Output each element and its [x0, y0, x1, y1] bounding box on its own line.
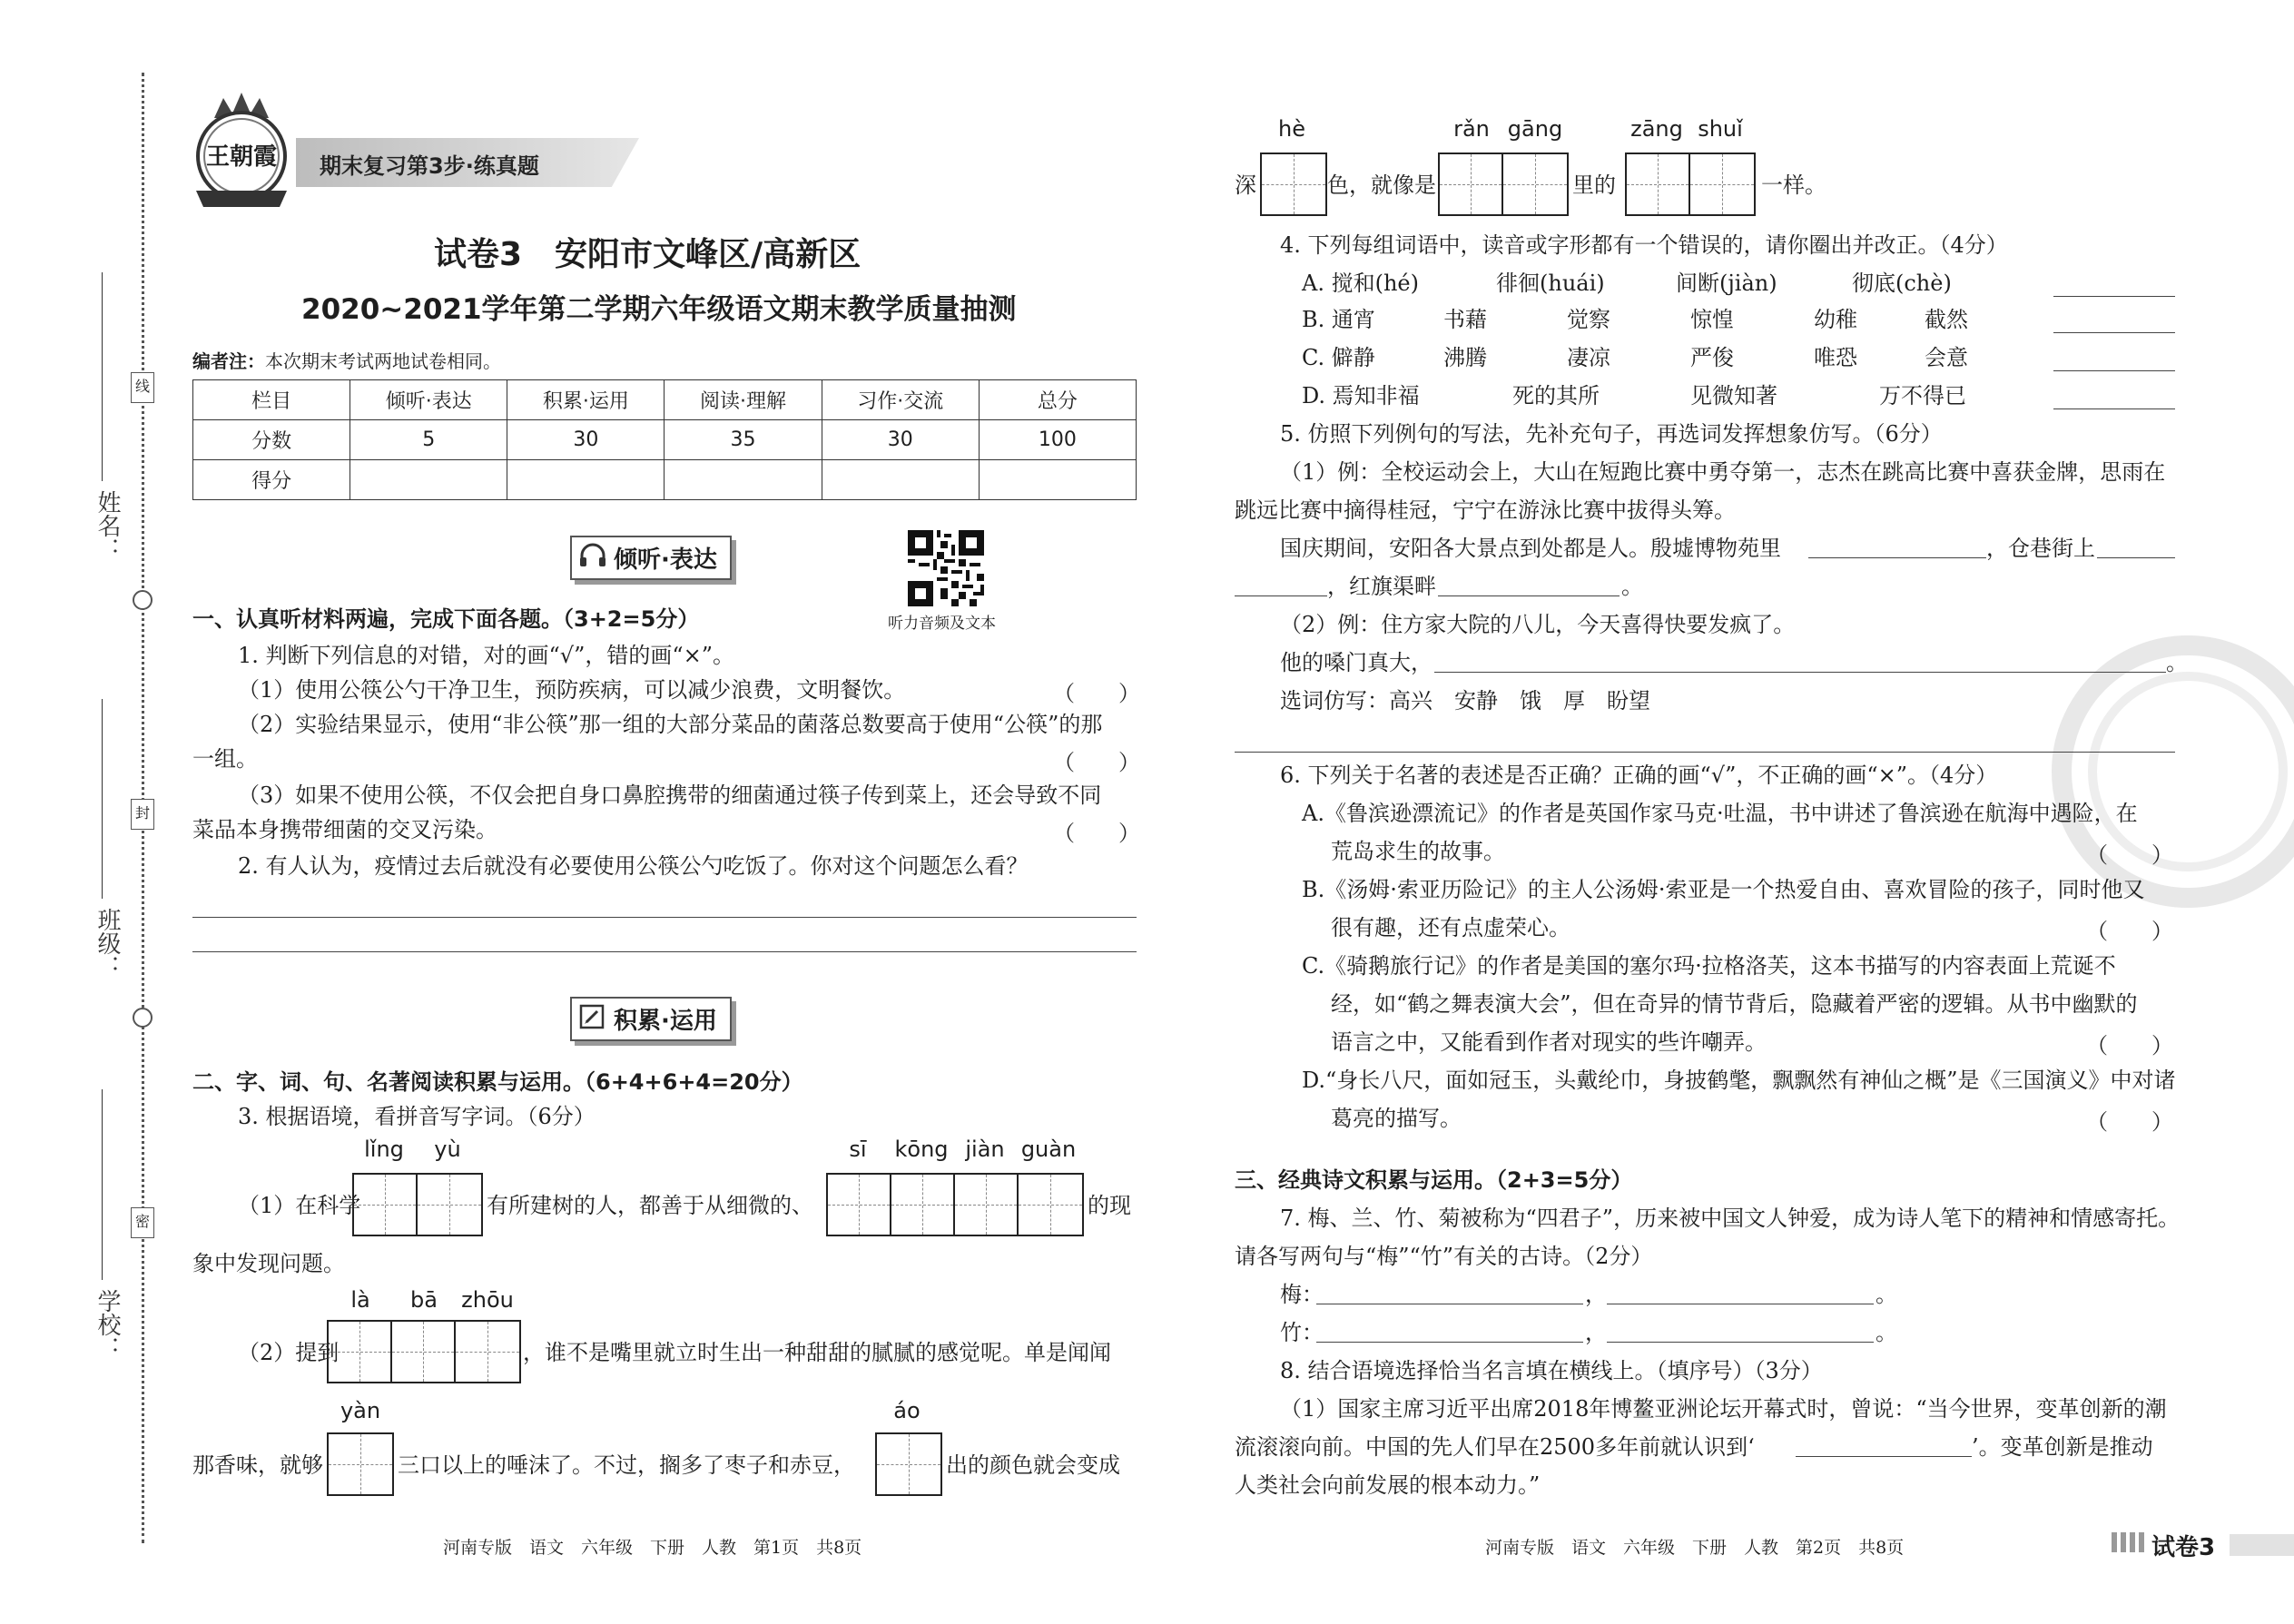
- table-cell: 5: [350, 420, 507, 460]
- section-heading-accumulate: [570, 997, 732, 1041]
- pinyin: gāng: [1507, 116, 1563, 142]
- answer-line[interactable]: [1316, 1342, 1583, 1343]
- q4-b-3: 觉察: [1567, 307, 1610, 332]
- q5-2-example: （2）例：住方家大院的八儿，今天喜得快要发疯了。: [1280, 612, 1796, 637]
- q5-1-text-d: 。: [1621, 574, 1643, 599]
- table-cell: 倾听·表达: [350, 380, 507, 420]
- answer-line[interactable]: [1235, 752, 2175, 753]
- section-heading-label: 积累·运用: [614, 1008, 717, 1035]
- answer-line[interactable]: [192, 951, 1137, 952]
- pinyin: áo: [893, 1398, 921, 1423]
- cut-mark-2: 封: [131, 799, 154, 830]
- q1-item-1: （1）使用公筷公勺干净卫生，预防疾病，可以减少浪费，文明餐饮。: [238, 677, 906, 703]
- q1-item-3: （3）如果不使用公筷，不仅会把自身口鼻腔携带的细菌通过筷子传到菜上，还会导致不同: [238, 782, 1102, 808]
- q8-1-text-b: 流滚滚向前。中国的先人们早在2500多年前就认识到‘: [1235, 1434, 1755, 1460]
- footer-right: 河南专版 语文 六年级 下册 人教 第2页 共8页: [1485, 1538, 1905, 1558]
- q6-b-cont: 很有趣，还有点虚荣心。: [1331, 915, 1570, 940]
- score-input[interactable]: [979, 460, 1136, 500]
- section-3-title: 三、经典诗文积累与运用。（2+3=5分）: [1235, 1167, 1633, 1193]
- school-label: 学校：: [94, 1289, 121, 1360]
- table-cell: 100: [979, 420, 1136, 460]
- qr-code-icon: [908, 530, 984, 606]
- q5-1-text-b: ，仓巷街上: [1986, 536, 2095, 561]
- q4-d-2: 死的其所: [1512, 383, 1600, 408]
- pinyin: yù: [434, 1137, 461, 1162]
- pinyin-answer-box[interactable]: [826, 1173, 1084, 1236]
- table-cell: 分数: [193, 420, 350, 460]
- q4-d-1: D. 焉知非福: [1302, 383, 1420, 408]
- q1-item-3-cont: 菜品本身携带细菌的交叉污染。: [192, 817, 497, 842]
- answer-line[interactable]: [1796, 1456, 1972, 1457]
- q6-prompt: 6. 下列关于名著的表述是否正确？正确的画“√”，不正确的画“×”。（4分）: [1280, 763, 1998, 788]
- class-label: 班级：: [94, 908, 121, 979]
- answer-line[interactable]: [1607, 1342, 1874, 1343]
- score-table-row: [193, 420, 1137, 460]
- headphones-icon: [579, 543, 606, 568]
- q4-b-1: B. 通宵: [1302, 307, 1375, 332]
- q3-1-text-c: 的现: [1088, 1193, 1131, 1218]
- editor-note-label: 编者注：: [192, 350, 265, 372]
- pinyin: jiàn: [965, 1137, 1005, 1162]
- exam-subtitle: 2020~2021学年第二学期六年级语文期末教学质量抽测: [301, 293, 1017, 326]
- score-input[interactable]: [665, 460, 822, 500]
- q2-prompt: 2. 有人认为，疫情过去后就没有必要使用公筷公勺吃饭了。你对这个问题怎么看？: [238, 853, 1029, 879]
- answer-paren[interactable]: （ ）: [1053, 750, 1140, 775]
- q7-mei-label: 梅：: [1280, 1282, 1324, 1307]
- q8-prompt: 8. 结合语境选择恰当名言填在横线上。（填序号）（3分）: [1280, 1358, 1823, 1383]
- pinyin-answer-box[interactable]: [1625, 153, 1756, 216]
- answer-line[interactable]: [1235, 595, 1327, 596]
- q6-d-cont: 葛亮的描写。: [1331, 1106, 1462, 1131]
- q3-2-cont-d: 一样。: [1761, 172, 1826, 198]
- binding-hole-2: [133, 1008, 153, 1028]
- q4-c-1: C. 僻静: [1302, 345, 1375, 370]
- q3-prompt: 3. 根据语境，看拼音写字词。（6分）: [238, 1104, 596, 1129]
- pinyin: là: [350, 1287, 370, 1313]
- comma: ，: [1585, 1282, 1607, 1307]
- q4-c-4: 严俊: [1690, 345, 1734, 370]
- logo: [178, 91, 305, 218]
- q3-2-cont-a: 深: [1235, 172, 1256, 198]
- answer-paren[interactable]: （ ）: [2086, 1109, 2173, 1135]
- q8-1-text-c: ’。变革创新是推动: [1972, 1434, 2153, 1460]
- q4-c-3: 凄凉: [1567, 345, 1610, 370]
- editor-note: [192, 347, 501, 373]
- answer-line[interactable]: [2053, 370, 2175, 371]
- step-badge-text: 期末复习第3步·练真题: [320, 153, 539, 179]
- answer-paren[interactable]: （ ）: [2086, 1033, 2173, 1058]
- q6-c-cont-1: 经，如“鹤之舞表演大会”，但在奇异的情节背后，隐藏着严密的逻辑。从书中幽默的: [1331, 991, 2138, 1017]
- table-cell: 30: [507, 420, 665, 460]
- q4-prompt: 4. 下列每组词语中，读音或字形都有一个错误的，请你圈出并改正。（4分）: [1280, 232, 2008, 258]
- pinyin: guàn: [1020, 1137, 1077, 1162]
- table-cell: 积累·运用: [507, 380, 665, 420]
- answer-line[interactable]: [192, 917, 1137, 918]
- q3-2-cont-c: 里的: [1572, 172, 1616, 198]
- q6-c: C.《骑鹅旅行记》的作者是美国的塞尔玛·拉格洛芙，这本书描写的内容表面上荒诞不: [1302, 953, 2116, 979]
- q5-1-text-c: ，红旗渠畔: [1327, 574, 1436, 599]
- q4-a-3: 间断(jiàn): [1676, 271, 1777, 296]
- q7-prompt: 7. 梅、兰、竹、菊被称为“四君子”，历来被中国文人钟爱，成为诗人笔下的精神和情感寄托。: [1280, 1206, 2181, 1231]
- score-input[interactable]: [350, 460, 507, 500]
- pinyin-answer-box[interactable]: [1438, 153, 1569, 216]
- q5-prompt: 5. 仿照下列例句的写法，先补充句子，再选词发挥想象仿写。（6分）: [1280, 421, 1943, 447]
- name-label: 姓名：: [94, 490, 121, 561]
- school-field[interactable]: [102, 1089, 103, 1280]
- pen-icon: [579, 1004, 605, 1029]
- answer-paren[interactable]: （ ）: [2086, 842, 2173, 868]
- binding-hole-1: [133, 590, 153, 610]
- answer-line[interactable]: [1808, 557, 1986, 558]
- q3-2-text-e: 出的颜色就会变成: [946, 1452, 1120, 1478]
- q6-a: A.《鲁滨逊漂流记》的作者是英国作家马克·吐温，书中讲述了鲁滨逊在航海中遇险，在: [1302, 801, 2138, 826]
- pinyin-answer-box[interactable]: [352, 1173, 483, 1236]
- answer-line[interactable]: [2097, 557, 2175, 558]
- answer-line[interactable]: [2053, 296, 2175, 297]
- class-field[interactable]: [102, 699, 103, 899]
- q5-1-example: （1）例：全校运动会上，大山在短跑比赛中勇夺第一，志杰在跳高比赛中喜获金牌，思雨在: [1280, 459, 2166, 485]
- period: 。: [1876, 1282, 1897, 1307]
- q7-zhu-label: 竹：: [1280, 1320, 1324, 1345]
- answer-line[interactable]: [1438, 595, 1620, 596]
- pinyin: sī: [849, 1137, 867, 1162]
- score-table: [192, 379, 1137, 500]
- q4-b-2: 书藉: [1443, 307, 1487, 332]
- q4-b-4: 惊惶: [1690, 307, 1734, 332]
- table-cell: 得分: [193, 460, 350, 500]
- pinyin: shuǐ: [1698, 116, 1743, 142]
- q8-1-text: （1）国家主席习近平出席2018年博鳌亚洲论坛开幕式时，曾说：“当今世界，变革创新的潮: [1280, 1396, 2167, 1422]
- table-cell: 30: [822, 420, 979, 460]
- q4-b-5: 幼稚: [1814, 307, 1857, 332]
- table-cell: 栏目: [193, 380, 350, 420]
- table-cell: 总分: [979, 380, 1136, 420]
- answer-paren[interactable]: （ ）: [1053, 821, 1140, 846]
- pinyin: hè: [1278, 116, 1305, 142]
- period: 。: [1876, 1320, 1897, 1345]
- q4-d-3: 见微知著: [1690, 383, 1777, 408]
- answer-paren[interactable]: （ ）: [1053, 681, 1140, 706]
- q3-2-cont-b: 色，就像是: [1327, 172, 1436, 198]
- q3-1-text-a: （1）在科学: [238, 1193, 361, 1218]
- editor-note-text: 本次期末考试两地试卷相同。: [265, 350, 501, 372]
- q4-c-5: 唯恐: [1814, 345, 1857, 370]
- q3-2-text-a: （2）提到: [238, 1340, 340, 1365]
- q5-2-text-end: 。: [2166, 650, 2188, 675]
- pinyin: zhōu: [461, 1287, 514, 1313]
- qr-caption: 听力音频及文本: [888, 615, 996, 633]
- name-field[interactable]: [102, 272, 103, 481]
- exam-title: 试卷3 安阳市文峰区/高新区: [434, 236, 861, 273]
- pinyin: yàn: [340, 1398, 381, 1423]
- q1-item-2: （2）实验结果显示，使用“非公筷”那一组的大部分菜品的菌落总数要高于使用“公筷”的那: [238, 712, 1103, 737]
- q4-c-2: 沸腾: [1443, 345, 1487, 370]
- score-table-header: [193, 380, 1137, 420]
- q3-1-text-d: 象中发现问题。: [192, 1251, 345, 1276]
- table-cell: 35: [665, 420, 822, 460]
- q6-b: B.《汤姆·索亚历险记》的主人公汤姆·索亚是一个热爱自由、喜欢冒险的孩子，同时他又: [1302, 877, 2145, 902]
- q4-b-6: 截然: [1925, 307, 1968, 332]
- section-2-title: 二、字、词、句、名著阅读积累与运用。（6+4+6+4=20分）: [192, 1069, 803, 1095]
- cut-mark-1: 线: [131, 372, 154, 403]
- q1-prompt: 1. 判断下列信息的对错，对的画“√”，错的画“×”。: [238, 643, 735, 668]
- section-1-title: 一、认真听材料两遍，完成下面各题。（3+2=5分）: [192, 606, 700, 632]
- q4-a-1: A. 搅和(hé): [1302, 271, 1419, 296]
- q3-2-text-c: 那香味，就够: [192, 1452, 323, 1478]
- q3-2-text-d: 三口以上的唾沫了。不过，搁多了枣子和赤豆，: [398, 1452, 855, 1478]
- answer-paren[interactable]: （ ）: [2086, 919, 2173, 944]
- section-heading-label: 倾听·表达: [614, 546, 717, 574]
- footer-left: 河南专版 语文 六年级 下册 人教 第1页 共8页: [443, 1538, 862, 1558]
- q7-prompt-cont: 请各写两句与“梅”“竹”有关的古诗。（2分）: [1235, 1244, 1653, 1269]
- pinyin-answer-box[interactable]: [1260, 153, 1327, 216]
- answer-line[interactable]: [2053, 332, 2175, 333]
- table-cell: 阅读·理解: [665, 380, 822, 420]
- score-input[interactable]: [822, 460, 979, 500]
- q5-1-example-cont: 跳远比赛中摘得桂冠，宁宁在游泳比赛中拔得头筹。: [1235, 497, 1736, 523]
- q8-1-text-d: 人类社会向前发展的根本动力。”: [1235, 1472, 1541, 1498]
- footer-tag-bar: [2230, 1534, 2294, 1556]
- cut-mark-3: 密: [131, 1207, 154, 1238]
- q1-item-2-cont: 一组。: [192, 746, 258, 772]
- q5-1-text: 国庆期间，安阳各大景点到处都是人。殷墟博物苑里: [1280, 536, 1781, 561]
- pinyin-answer-box[interactable]: [875, 1432, 942, 1496]
- q6-a-cont: 荒岛求生的故事。: [1331, 839, 1505, 864]
- pinyin-answer-box[interactable]: [327, 1432, 394, 1496]
- score-input[interactable]: [507, 460, 665, 500]
- q3-2-text-b: ，谁不是嘴里就立时生出一种甜甜的腻腻的感觉呢。单是闻闻: [523, 1340, 1111, 1365]
- pinyin-answer-box[interactable]: [327, 1320, 521, 1383]
- answer-line[interactable]: [2053, 408, 2175, 409]
- table-cell: 习作·交流: [822, 380, 979, 420]
- pinyin: rǎn: [1453, 116, 1490, 142]
- pinyin: kōng: [894, 1137, 949, 1162]
- score-table-row: [193, 460, 1137, 500]
- q6-c-cont-2: 语言之中，又能看到作者对现实的些许嘲弄。: [1331, 1029, 1767, 1055]
- q4-a-4: 彻底(chè): [1852, 271, 1952, 296]
- section-heading-listen: [570, 536, 732, 580]
- footer-decor: [2112, 1532, 2148, 1552]
- logo-text: 王朝霞: [205, 143, 277, 171]
- pinyin: lǐng: [364, 1137, 404, 1162]
- answer-line[interactable]: [1434, 672, 2166, 673]
- q5-2-words: 选词仿写：高兴 安静 饿 厚 盼望: [1280, 688, 1650, 714]
- comma: ，: [1585, 1320, 1607, 1345]
- pinyin: zāng: [1630, 116, 1683, 142]
- footer-paper-tag: 试卷3: [2151, 1534, 2216, 1561]
- pinyin: bā: [410, 1287, 438, 1313]
- q5-2-text: 他的嗓门真大，: [1280, 650, 1433, 675]
- q6-d: D.“身长八尺，面如冠玉，头戴纶巾，身披鹤氅，飘飘然有神仙之概”是《三国演义》中对诸: [1302, 1068, 2176, 1093]
- q3-1-text-b: 有所建树的人，都善于从细微的、: [487, 1193, 813, 1218]
- qr-code[interactable]: [908, 530, 984, 606]
- q4-d-4: 万不得已: [1879, 383, 1966, 408]
- q4-a-2: 徘徊(huái): [1496, 271, 1605, 296]
- q4-c-6: 会意: [1925, 345, 1968, 370]
